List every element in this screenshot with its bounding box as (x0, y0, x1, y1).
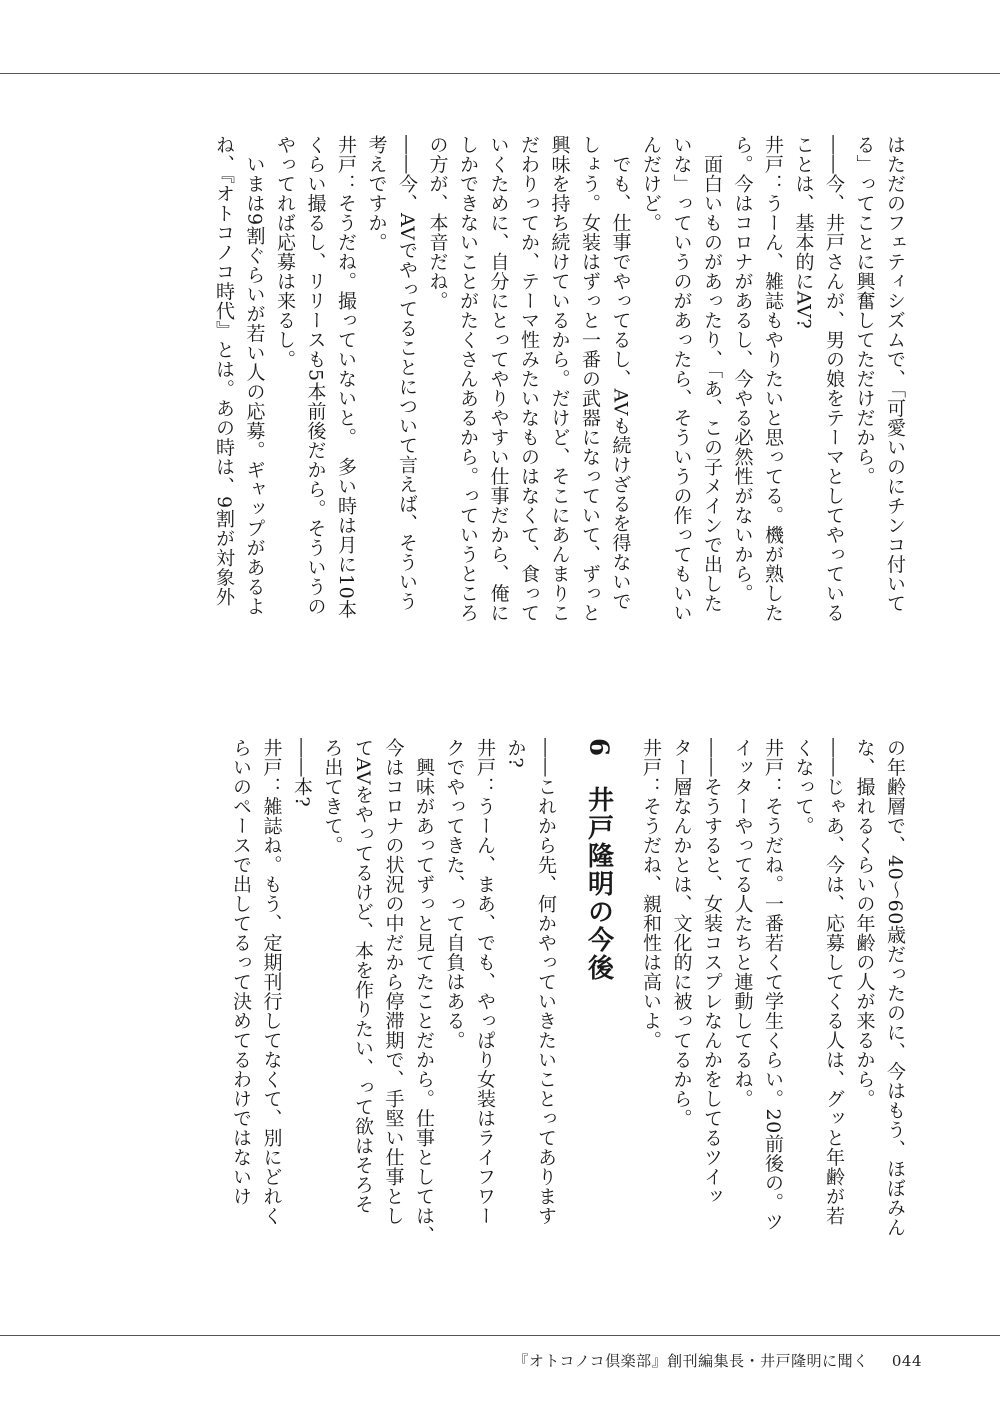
text-line: イッターやってる人たちと連動してるね。 (731, 738, 754, 1109)
text-line: だわりってか、テーマ性みたいなものはなくて、食って (518, 135, 540, 623)
text-line: ――じゃあ、今は、応募してくる人は、グッと年齢が若 (823, 738, 845, 1226)
text-line: ――今、AVでやってることについて言えば、そういう (396, 135, 418, 611)
text-line: 井戸：そうだね、親和性は高いよ。 (640, 738, 662, 1050)
text-line: いくために、自分にとってやりやすい仕事だから、俺に (487, 135, 510, 623)
text-line: いまは9割ぐらいが若い人の応募。ギャップがあるよ (243, 135, 266, 616)
text-line: の方が、本音だね。 (426, 135, 449, 311)
text-line: ね、『オトコノコ時代』とは。あの時は、9割が対象外 (213, 135, 235, 607)
text-line: くらい撮るし、リリースも5本前後だから。そういうの (304, 135, 327, 616)
text-line: 井戸：そうだね。撮っていないと。 多い時は月に10本 (335, 135, 357, 619)
footer-title: 『オトコノコ倶楽部』創刊編集長・井戸隆明に聞く (513, 1352, 869, 1370)
text-line: 興味があってずっと見てたことだから。仕事としては、 (413, 738, 435, 1245)
text-line: ――今、井戸さんが、男の娘をテーマとしてやっている (823, 135, 845, 623)
text-line: んだけど。 (640, 135, 662, 233)
text-line: いな」っていうのがあったら、そういうの作ってもいい (670, 135, 693, 623)
text-line: てAVをやってるけど、本を作りたい、って欲はそろそ (352, 738, 374, 1214)
page-number: 044 (891, 1352, 922, 1370)
text-line: ター層なんかとは、文化的に被ってるから。 (670, 738, 693, 1128)
text-line: ろ出てきて。 (321, 738, 344, 855)
text-line: ――これから先、何かやっていきたいことってあります (535, 738, 557, 1226)
text-line: ――本? (291, 738, 313, 808)
text-line: ――そうすると、女装コスプレなんかをしてるツイッ (701, 738, 723, 1206)
text-line: 井戸：雑誌ね。もう、定期刊行してなくて、別にどれく (260, 738, 283, 1226)
text-line: やってれば応募は来るし。 (274, 135, 296, 369)
upper-text-block (120, 135, 910, 690)
text-line: 面白いものがあったり、「あ、この子メインで出した (701, 135, 723, 613)
text-line: 興味を持ち続けているから。だけど、そこにあんまりこ (548, 135, 571, 623)
text-line: しかできないことがたくさんあるから。っていうところ (457, 135, 479, 623)
text-line: でも、仕事でやってるし、AVも続けざるを得ないで (609, 135, 632, 611)
bottom-rule (0, 1335, 1000, 1336)
text-line: ことは、基本的にAV? (792, 135, 815, 330)
text-line: 井戸：うーん、まあ、でも、やっぱり女装はライフワー (474, 738, 496, 1226)
section-heading: 6 井戸隆明の今後 (583, 738, 614, 983)
running-footer (513, 1350, 922, 1371)
text-line: はただのフェティシズムで、「可愛いのにチンコ付いて (884, 135, 906, 613)
text-line: 今はコロナの状況の中だから停滞期で、手堅い仕事とし (382, 738, 405, 1226)
text-line: か? (504, 738, 527, 769)
text-line: な、撮れるくらいの年齢の人が来るから。 (853, 738, 876, 1109)
text-line: ら。今はコロナがあるし、今やる必然性がないから。 (731, 135, 754, 603)
text-line: クでやってきた、って自負はある。 (443, 738, 466, 1050)
text-line: しょう。女装はずっと一番の武器になっていて、ずっと (579, 135, 601, 623)
text-line: 井戸：そうだね。一番若くて学生くらい。20前後の。ツ (762, 738, 784, 1232)
text-line: 井戸：うーん、雑誌もやりたいと思ってる。機が熟した (762, 135, 784, 623)
text-line: 考えですか。 (365, 135, 388, 252)
text-line: る」ってことに興奮してただけだから。 (853, 135, 876, 486)
text-line: くなって。 (792, 738, 815, 836)
lower-text-block (120, 738, 910, 1298)
top-rule (0, 73, 1000, 74)
text-line: の年齢層で、40～60歳だったのに、今はもう、ほぼみん (884, 738, 906, 1237)
text-line: らいのペースで出してるって決めてるわけではないけ (230, 738, 252, 1206)
